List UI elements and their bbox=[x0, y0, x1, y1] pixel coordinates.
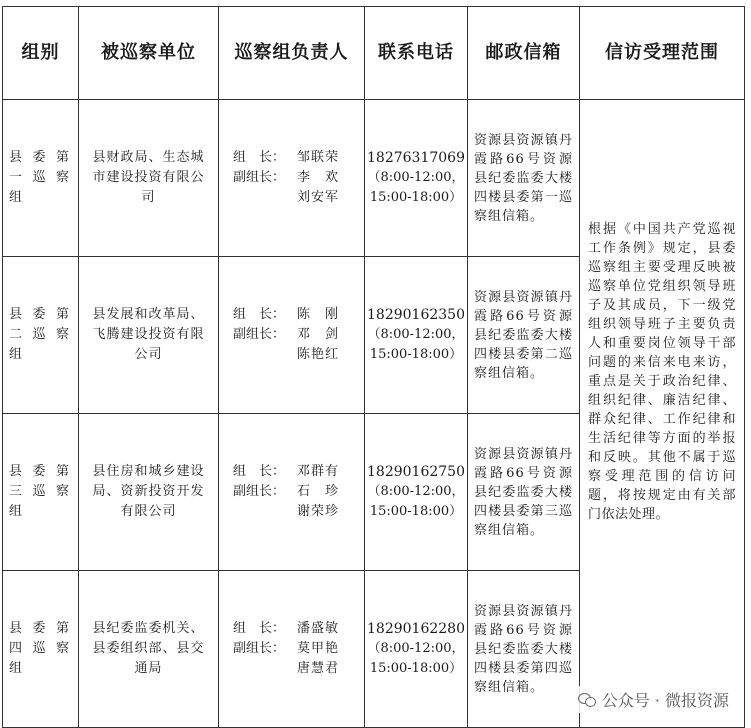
header-scope: 信访受理范围 bbox=[580, 7, 745, 100]
leader-name: 邹联荣 bbox=[297, 150, 340, 165]
phone-number: 18290162280 bbox=[367, 621, 465, 637]
leader-cell bbox=[219, 571, 365, 728]
leader-name: 邓群有 bbox=[297, 464, 340, 479]
phone-cell bbox=[365, 257, 468, 414]
group-cell: 县委第一巡察组 bbox=[3, 100, 79, 257]
wechat-icon bbox=[578, 692, 596, 708]
table-row bbox=[3, 100, 745, 257]
group-cell: 县委第三巡察组 bbox=[3, 414, 79, 571]
deputy-name: 莫甲艳 bbox=[297, 641, 340, 656]
mailbox-cell: 资源县资源镇丹霞路66号资源县纪委监委大楼四楼县委第二巡察组信箱。 bbox=[468, 257, 580, 414]
phone-number: 18276317069 bbox=[367, 150, 465, 166]
phone-cell bbox=[365, 100, 468, 257]
watermark bbox=[574, 686, 733, 713]
mailbox-cell: 资源县资源镇丹霞路66号资源县纪委监委大楼四楼县委第四巡察组信箱。 bbox=[468, 571, 580, 728]
phone-hours: （8:00-12:00，15:00-18:00） bbox=[367, 170, 465, 205]
deputy-label: 副组长： bbox=[233, 484, 286, 499]
group-cell: 县委第二巡察组 bbox=[3, 257, 79, 414]
deputy-name: 陈艳红 bbox=[297, 347, 340, 362]
header-unit: 被巡察单位 bbox=[79, 7, 219, 100]
leader-label: 组 长： bbox=[233, 621, 286, 636]
deputy-name: 邓 剑 bbox=[297, 327, 340, 342]
deputy-name: 刘安军 bbox=[297, 190, 340, 205]
header-leader: 巡察组负责人 bbox=[219, 7, 365, 100]
unit-cell: 县发展和改革局、飞腾建设投资有限公司 bbox=[79, 257, 219, 414]
leader-label: 组 长： bbox=[233, 307, 286, 322]
header-phone: 联系电话 bbox=[365, 7, 468, 100]
unit-cell: 县住房和城乡建设局、资新投资开发有限公司 bbox=[79, 414, 219, 571]
phone-hours: （8:00-12:00，15:00-18:00） bbox=[367, 327, 465, 362]
leader-cell bbox=[219, 100, 365, 257]
deputy-name: 石 珍 bbox=[297, 484, 340, 499]
header-group: 组别 bbox=[3, 7, 79, 100]
leader-name: 潘盛敏 bbox=[297, 621, 340, 636]
phone-number: 18290162350 bbox=[367, 307, 465, 323]
leader-label: 组 长： bbox=[233, 150, 286, 165]
deputy-name: 唐慧君 bbox=[297, 661, 340, 676]
group-cell: 县委第四巡察组 bbox=[3, 571, 79, 728]
deputy-label: 副组长： bbox=[233, 641, 286, 656]
deputy-label: 副组长： bbox=[233, 327, 286, 342]
phone-hours: （8:00-12:00，15:00-18:00） bbox=[367, 641, 465, 676]
leader-cell bbox=[219, 414, 365, 571]
phone-hours: （8:00-12:00，15:00-18:00） bbox=[367, 484, 465, 519]
deputy-label: 副组长： bbox=[233, 170, 286, 185]
header-mailbox: 邮政信箱 bbox=[468, 7, 580, 100]
phone-cell bbox=[365, 571, 468, 728]
phone-cell bbox=[365, 414, 468, 571]
phone-number: 18290162750 bbox=[367, 464, 465, 480]
mailbox-cell: 资源县资源镇丹霞路66号资源县纪委监委大楼四楼县委第一巡察组信箱。 bbox=[468, 100, 580, 257]
unit-cell: 县财政局、生态城市建设投资有限公司 bbox=[79, 100, 219, 257]
watermark-text: 公众号 · 微报资源 bbox=[601, 691, 729, 710]
leader-label: 组 长： bbox=[233, 464, 286, 479]
leader-cell bbox=[219, 257, 365, 414]
inspection-table bbox=[2, 6, 745, 728]
deputy-name: 李 欢 bbox=[297, 170, 340, 185]
mailbox-cell: 资源县资源镇丹霞路66号资源县纪委监委大楼四楼县委第三巡察组信箱。 bbox=[468, 414, 580, 571]
leader-name: 陈 刚 bbox=[297, 307, 340, 322]
deputy-name: 谢荣珍 bbox=[297, 504, 340, 519]
scope-cell: 根据《中国共产党巡视工作条例》规定，县委巡察组主要受理反映被巡察单位党组织领导班子及其成员，下一级党组织领导班子主要负责人和重要岗位领导干部问题的来信来电来访，重点是关于政治纪律、组织纪律、廉洁纪律、群众纪律、工作纪律和生活纪律等方面的举报和反映。其他不属于巡察受理范围的信访问题，将按规定由有关部门依法处理。 bbox=[580, 100, 745, 728]
unit-cell: 县纪委监委机关、县委组织部、县交通局 bbox=[79, 571, 219, 728]
